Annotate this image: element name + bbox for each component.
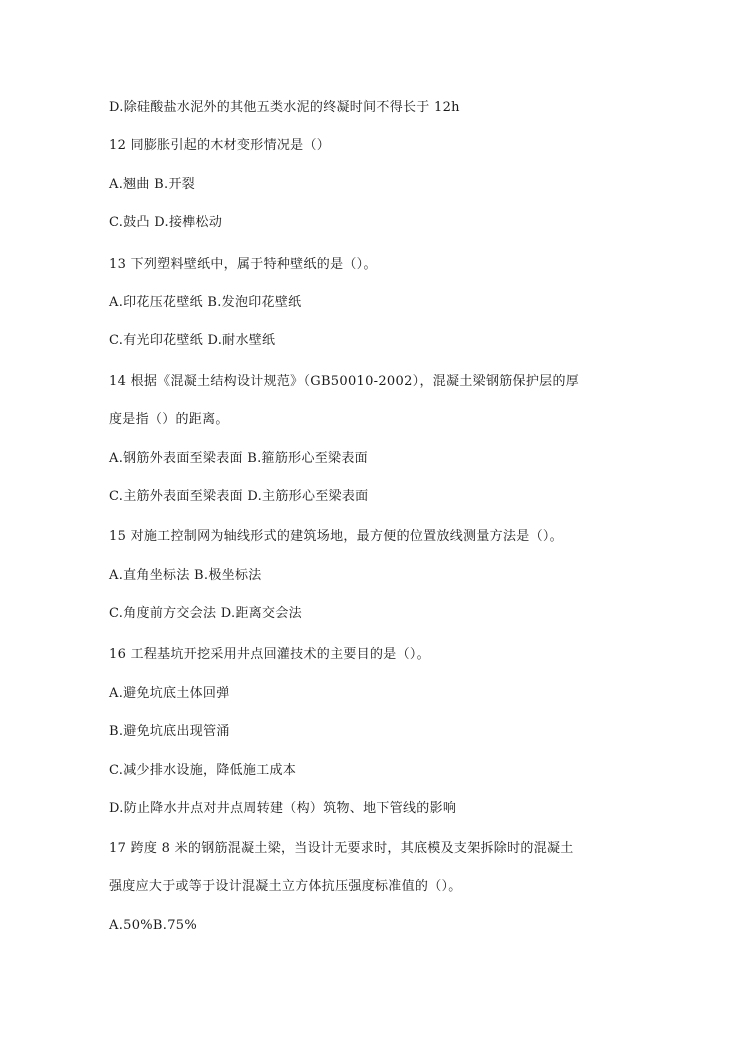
option-line: A.50%B.75% [109,918,197,933]
question-15: 15 对施工控制网为轴线形式的建筑场地，最方便的位置放线测量方法是（）。 [109,529,563,544]
question-14-continued: 度是指（）的距离。 [109,412,229,427]
text-line: D.除硅酸盐水泥外的其他五类水泥的终凝时间不得长于 12h [109,100,460,115]
question-12: 12 同膨胀引起的木材变形情况是（） [109,138,331,153]
option-line: A.翘曲 B.开裂 [109,177,196,192]
option-line: C.主筋外表面至梁表面 D.主筋形心至梁表面 [109,489,369,504]
option-line: A.直角坐标法 B.极坐标法 [109,568,262,583]
question-16: 16 工程基坑开挖采用井点回灌技术的主要目的是（）。 [109,647,430,662]
question-17-continued: 强度应大于或等于设计混凝土立方体抗压强度标准值的（）。 [109,879,462,894]
option-line: C.减少排水设施，降低施工成本 [109,763,297,778]
question-13: 13 下列塑料壁纸中，属于特种壁纸的是（）。 [109,257,377,272]
option-line: C.鼓凸 D.接榫松动 [109,215,223,230]
option-line: B.避免坑底出现管涌 [109,724,230,739]
option-line: A.避免坑底土体回弹 [109,686,230,701]
option-line: A.钢筋外表面至梁表面 B.箍筋形心至梁表面 [109,451,368,466]
option-line: C.角度前方交会法 D.距离交会法 [109,606,302,621]
option-line: C.有光印花壁纸 D.耐水壁纸 [109,333,276,348]
option-line: D.防止降水井点对井点周转建（构）筑物、地下管线的影响 [109,801,457,816]
question-14: 14 根据《混凝土结构设计规范》（GB50010-2002），混凝土梁钢筋保护层的厚 [109,374,580,389]
question-17: 17 跨度 8 米的钢筋混凝土梁，当设计无要求时，其底模及支架拆除时的混凝土 [109,841,574,856]
option-line: A.印花压花壁纸 B.发泡印花壁纸 [109,295,302,310]
